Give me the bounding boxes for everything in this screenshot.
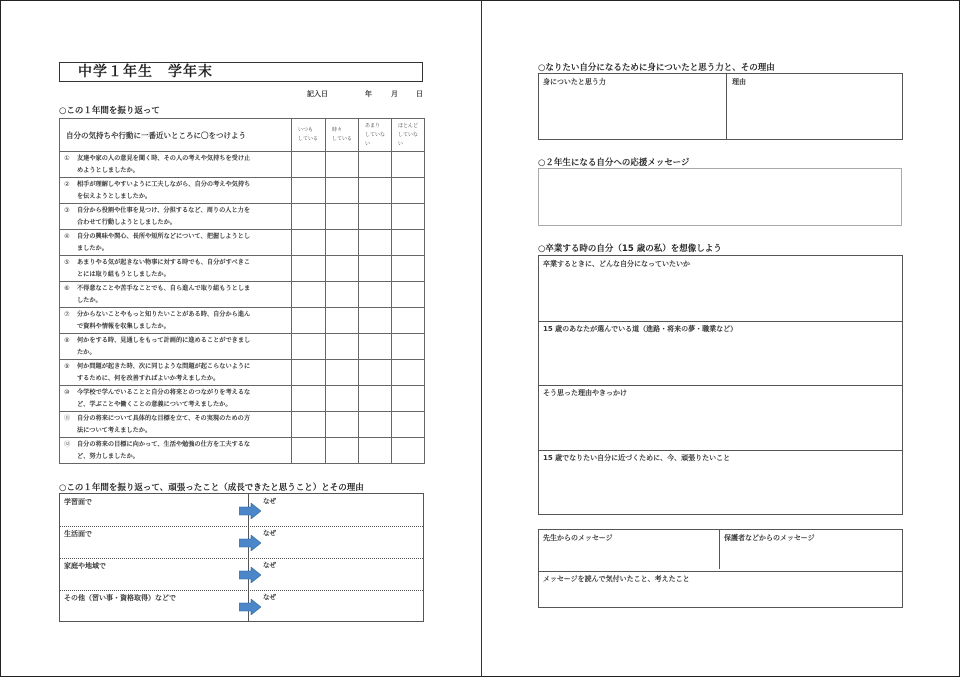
reflection-category-label: 学習面で (64, 498, 92, 506)
reflection-row[interactable] (60, 558, 423, 591)
row-label: 15 歳のあなたが選んでいる道（進路・将来の夢・職業など） (543, 325, 738, 333)
message-reflection-label: メッセージを読んで気付いたこと、考えたこと (543, 575, 690, 583)
question-number: ⑧ (64, 336, 70, 344)
answer-cell-hardly[interactable] (392, 360, 425, 386)
question-text: 今学校で学んでいることと自分の将来とのつながりを考えるな (77, 388, 251, 396)
date-label: 記入日 (307, 90, 328, 98)
answer-cell-always[interactable] (292, 204, 326, 230)
answer-cell-rarely[interactable] (359, 386, 392, 412)
answer-cell-hardly[interactable] (392, 204, 425, 230)
question-text-continued: たか。 (77, 348, 96, 356)
question-text-continued: したか。 (77, 296, 102, 304)
option-label: 時々 (332, 127, 343, 133)
answer-cell-rarely[interactable] (359, 230, 392, 256)
option-label: い (365, 140, 371, 147)
guardian-message-area[interactable] (720, 530, 902, 571)
table-row (60, 360, 425, 386)
skills-heading: ○なりたい自分になるために身についたと思う力と、その理由 (538, 63, 775, 73)
question-number: ⑨ (64, 362, 70, 370)
table-row (60, 386, 425, 412)
question-cell (60, 360, 292, 386)
graduation-heading: ○卒業する時の自分（15 歳の私）を想像しよう (538, 244, 722, 254)
question-text: 何かをする時、見通しをもって計画的に進めることができまし (77, 336, 251, 344)
answer-cell-sometimes[interactable] (326, 386, 359, 412)
answer-cell-rarely[interactable] (359, 282, 392, 308)
table-row (60, 204, 425, 230)
answer-cell-sometimes[interactable] (326, 412, 359, 438)
question-number: ② (64, 180, 70, 188)
skill-input-area[interactable] (541, 88, 723, 138)
question-text: 自分の将来の目標に向かって、生活や勉強の仕方を工夫するな (77, 440, 251, 448)
question-cell (60, 282, 292, 308)
reflection-row[interactable] (60, 526, 423, 559)
table-row (60, 412, 425, 438)
why-label: なぜ (263, 593, 276, 601)
question-text-continued: めようとしましたか。 (77, 166, 139, 174)
question-cell (60, 386, 292, 412)
table-row (60, 152, 425, 178)
question-text-continued: ましたか。 (77, 244, 108, 252)
reason-input-area[interactable] (729, 88, 901, 138)
table-header-row (60, 119, 425, 152)
reflection-row[interactable] (60, 494, 423, 527)
question-cell (60, 334, 292, 360)
question-text: 自分から役割や仕事を見つけ、分担するなど、周りの人と力を (77, 206, 251, 214)
answer-cell-rarely[interactable] (359, 308, 392, 334)
question-cell (60, 204, 292, 230)
answer-cell-rarely[interactable] (359, 438, 392, 464)
option-header-rarely (359, 119, 392, 152)
question-text-continued: とには取り組もうとしましたか。 (77, 270, 170, 278)
reflection-category-label: 生活面で (64, 530, 92, 538)
skills-divider (726, 74, 727, 139)
arrow-right-icon (239, 535, 261, 551)
question-number: ① (64, 154, 70, 162)
question-text: 何か問題が起きた時、次に同じような問題が起こらないように (77, 362, 251, 370)
table-row (60, 178, 425, 204)
reason-column-label: 理由 (732, 78, 746, 86)
answer-cell-hardly[interactable] (392, 230, 425, 256)
answer-cell-always[interactable] (292, 360, 326, 386)
answer-cell-always[interactable] (292, 334, 326, 360)
question-number: ⑦ (64, 310, 70, 318)
self-assessment-table (59, 118, 425, 464)
option-label: している (298, 136, 319, 142)
answer-cell-hardly[interactable] (392, 412, 425, 438)
option-label: ほとんど (398, 122, 419, 129)
question-cell (60, 152, 292, 178)
answer-cell-always[interactable] (292, 152, 326, 178)
teacher-message-label: 先生からのメッセージ (543, 534, 613, 542)
arrow-right-icon (239, 599, 261, 615)
answer-cell-sometimes[interactable] (326, 178, 359, 204)
reflection-category-label: その他（習い事・資格取得）などで (64, 594, 176, 602)
question-number: ⑫ (64, 440, 71, 448)
graduation-row-ideal-self[interactable] (539, 256, 902, 321)
question-cell (60, 230, 292, 256)
reflection-box (59, 493, 424, 622)
question-text-continued: で資料や情報を収集しましたか。 (77, 322, 170, 330)
question-text: 不得意なことや苦手なことでも、自ら進んで取り組もうとしま (77, 284, 251, 292)
question-cell (60, 308, 292, 334)
graduation-box (538, 255, 903, 515)
reflection-row[interactable] (60, 590, 423, 622)
table-row (60, 256, 425, 282)
question-cell (60, 178, 292, 204)
cheer-message-area[interactable] (538, 168, 902, 226)
answer-cell-always[interactable] (292, 386, 326, 412)
survey-heading: ○この１年間を振り返って (59, 106, 160, 116)
answer-cell-hardly[interactable] (392, 282, 425, 308)
option-label: いつも (298, 127, 314, 133)
option-label: していな (365, 131, 386, 138)
answer-cell-rarely[interactable] (359, 178, 392, 204)
question-cell (60, 412, 292, 438)
graduation-row-effort[interactable] (539, 450, 902, 514)
question-text: 分からないことやもっと知りたいことがある時、自分から進ん (77, 310, 251, 318)
answer-cell-sometimes[interactable] (326, 308, 359, 334)
answer-cell-hardly[interactable] (392, 438, 425, 464)
message-reflection-area[interactable] (539, 571, 902, 607)
cheer-heading: ○２年生になる自分への応援メッセージ (538, 158, 690, 168)
answer-cell-always[interactable] (292, 438, 326, 464)
question-column-header: 自分の気持ちや行動に一番近いところに〇をつけよう (60, 119, 292, 152)
table-row (60, 230, 425, 256)
question-text: 相手が理解しやすいように工夫しながら、自分の考えや気持ち (77, 180, 251, 188)
answer-cell-always[interactable] (292, 178, 326, 204)
why-label: なぜ (263, 561, 276, 569)
date-year-label: 年 (365, 90, 372, 98)
skills-box (538, 73, 903, 140)
row-label: 15 歳でなりたい自分に近づくために、今、頑張りたいこと (543, 454, 731, 462)
answer-cell-rarely[interactable] (359, 256, 392, 282)
why-label: なぜ (263, 497, 276, 505)
answer-cell-rarely[interactable] (359, 412, 392, 438)
answer-cell-rarely[interactable] (359, 360, 392, 386)
question-text: 自分の興味や関心、長所や短所などについて、把握しようとし (77, 232, 251, 240)
answer-cell-hardly[interactable] (392, 152, 425, 178)
graduation-row-path[interactable] (539, 321, 902, 385)
question-text-continued: ど、学ぶことや働くことの意義について考えましたか。 (77, 400, 232, 408)
reflection-heading: ○この１年間を振り返って、頑張ったこと（成長できたと思うこと）とその理由 (59, 483, 364, 493)
answer-cell-hardly[interactable] (392, 308, 425, 334)
answer-cell-sometimes[interactable] (326, 204, 359, 230)
arrow-right-icon (239, 503, 261, 519)
answer-cell-sometimes[interactable] (326, 334, 359, 360)
question-number: ⑤ (64, 258, 70, 266)
answer-cell-hardly[interactable] (392, 178, 425, 204)
option-label: している (332, 136, 353, 142)
graduation-row-reason[interactable] (539, 385, 902, 450)
date-day-label: 日 (416, 90, 423, 98)
why-label: なぜ (263, 529, 276, 537)
skill-column-label: 身についたと思う力 (543, 78, 606, 86)
row-label: 卒業するときに、どんな自分になっていたいか (543, 260, 690, 268)
question-text-continued: 法について考えましたか。 (77, 426, 152, 434)
option-label: していな (398, 131, 419, 138)
answer-cell-always[interactable] (292, 256, 326, 282)
question-text: あまりやる気が起きない物事に対する時でも、自分がすべきこ (77, 258, 251, 266)
answer-cell-sometimes[interactable] (326, 152, 359, 178)
row-label: そう思った理由やきっかけ (543, 389, 627, 397)
table-row (60, 334, 425, 360)
question-text-continued: ど、努力しましたか。 (77, 452, 139, 460)
answer-cell-sometimes[interactable] (326, 438, 359, 464)
question-cell (60, 256, 292, 282)
question-text: 友達や家の人の意見を聞く時、その人の考えや気持ちを受け止 (77, 154, 251, 162)
answer-cell-always[interactable] (292, 308, 326, 334)
answer-cell-sometimes[interactable] (326, 282, 359, 308)
answer-cell-always[interactable] (292, 230, 326, 256)
worksheet-title: 中学１年生 学年末 (59, 62, 423, 82)
answer-cell-sometimes[interactable] (326, 230, 359, 256)
option-header-sometimes (326, 119, 359, 152)
question-text: 自分の将来について具体的な目標を立て、その実現のための方 (77, 414, 251, 422)
answer-cell-always[interactable] (292, 282, 326, 308)
question-number: ⑥ (64, 284, 70, 292)
option-header-always (292, 119, 326, 152)
answer-cell-hardly[interactable] (392, 334, 425, 360)
messages-box (538, 529, 903, 608)
question-text-continued: 合わせて行動しようとしましたか。 (77, 218, 176, 226)
question-number: ⑩ (64, 388, 70, 396)
answer-cell-hardly[interactable] (392, 256, 425, 282)
answer-cell-sometimes[interactable] (326, 256, 359, 282)
table-row (60, 282, 425, 308)
question-text-continued: するために、何を改善すればよいか考えましたか。 (77, 374, 220, 382)
question-cell (60, 438, 292, 464)
teacher-message-area[interactable] (539, 530, 719, 571)
reflection-category-label: 家庭や地域で (64, 562, 106, 570)
option-header-hardly (392, 119, 425, 152)
table-row (60, 438, 425, 464)
option-label: あまり (365, 122, 381, 129)
question-number: ⑪ (64, 414, 71, 422)
question-text-continued: を伝えようとしましたか。 (77, 192, 152, 200)
date-month-label: 月 (391, 90, 398, 98)
guardian-message-label: 保護者などからのメッセージ (724, 534, 815, 542)
right-page (481, 0, 960, 677)
arrow-right-icon (239, 567, 261, 583)
answer-cell-rarely[interactable] (359, 152, 392, 178)
table-row (60, 308, 425, 334)
answer-cell-always[interactable] (292, 412, 326, 438)
question-number: ④ (64, 232, 70, 240)
option-label: い (398, 140, 404, 147)
answer-cell-hardly[interactable] (392, 386, 425, 412)
question-number: ③ (64, 206, 70, 214)
answer-cell-rarely[interactable] (359, 204, 392, 230)
answer-cell-sometimes[interactable] (326, 360, 359, 386)
answer-cell-rarely[interactable] (359, 334, 392, 360)
